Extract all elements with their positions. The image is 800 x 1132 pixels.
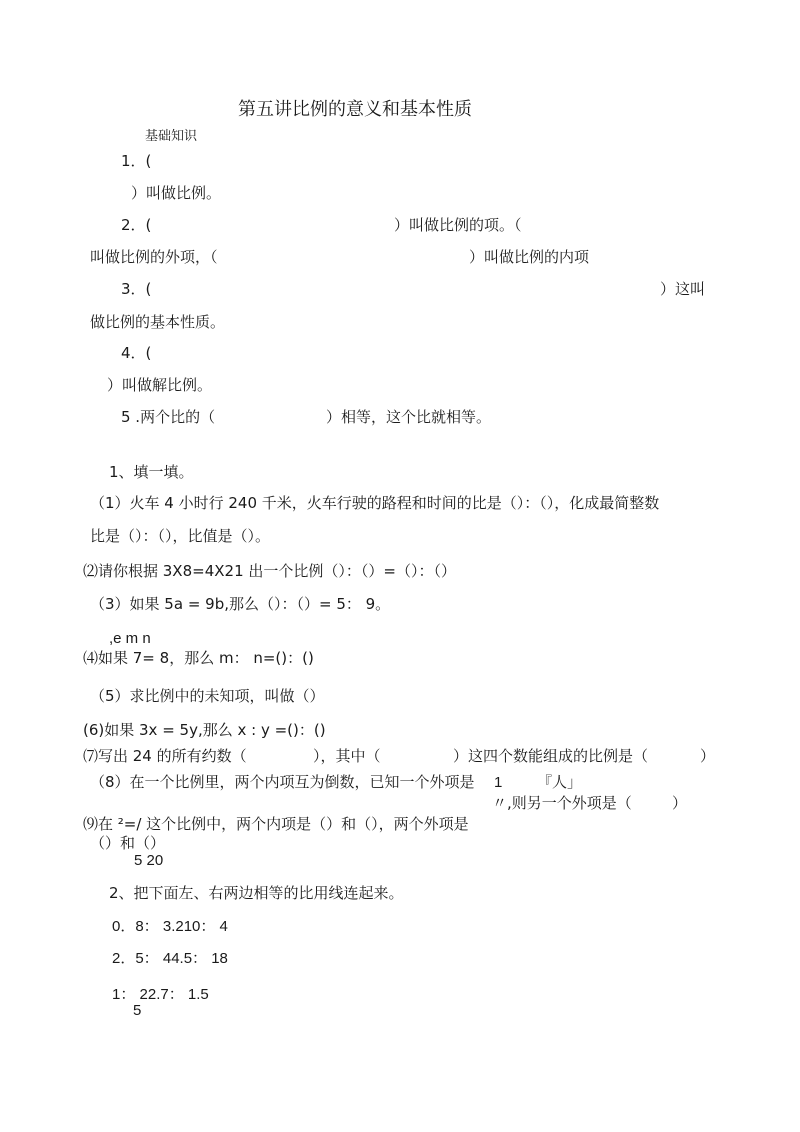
section1-p9-denominators: 5 20: [134, 852, 164, 869]
section1-heading: 1、填一填。: [109, 463, 194, 481]
basics-q4-end: ）叫做解比例。: [107, 376, 213, 394]
basics-q2-start: 2．(: [121, 216, 152, 234]
page-title: 第五讲比例的意义和基本性质: [238, 99, 472, 120]
basics-q2-outer: 叫做比例的外项，（: [90, 248, 218, 266]
section1-p4: ⑷如果 7= 8，那么 m： n=()：(): [83, 649, 314, 667]
section1-p4-fraction-top: ,e m n: [109, 630, 151, 647]
section1-p7-d: ）: [700, 747, 716, 765]
section2-row-2: 2．5： 44.5： 18: [112, 950, 228, 967]
basics-q5-end: ）相等，这个比就相等。: [326, 408, 492, 426]
basics-q2-mid: ）叫做比例的项。（: [394, 216, 522, 234]
section2-heading: 2、把下面左、右两边相等的比用线连起来。: [109, 884, 404, 902]
basics-q3-end: ）这叫: [660, 280, 706, 298]
section1-p1-line1: （1）火车 4 小时行 240 千米，火车行驶的路程和时间的比是（）：（），化成最简整数: [90, 494, 660, 512]
basics-q2-inner: ）叫做比例的内项: [469, 248, 590, 266]
section1-p9-b: （）和（）: [90, 834, 166, 852]
section1-p6: (6)如果 3x = 5y,那么 x : y =()：(): [83, 721, 326, 739]
section1-p9-a: ⑼在 ²=/ 这个比例中，两个内项是（）和（），两个外项是: [83, 815, 469, 833]
basics-q1-end: ）叫做比例。: [131, 184, 222, 202]
basics-q1-start: 1．(: [121, 152, 152, 170]
section1-p8-c: ）: [672, 794, 688, 812]
section1-p2: ⑵请你根据 3X8=4X21 出一个比例（）：（）=（）：（）: [83, 562, 456, 580]
section2-row-1: 0．8： 3.210： 4: [112, 918, 228, 935]
section1-p8-glyph: 『人」: [537, 773, 583, 791]
section1-p5: （5）求比例中的未知项，叫做（）: [90, 687, 325, 705]
section1-p3: （3）如果 5a = 9b,那么（）：（）= 5： 9。: [90, 595, 391, 613]
basics-heading: 基础知识: [145, 129, 198, 144]
basics-q4-start: 4．(: [121, 344, 152, 362]
section1-p8-b: 〃,则另一个外项是（: [492, 794, 632, 812]
section1-p7-a: ⑺写出 24 的所有约数（: [83, 747, 247, 765]
section2-row-3-denominator: 5: [133, 1002, 142, 1019]
section1-p8-fraction: 1: [494, 774, 503, 791]
basics-q3-start: 3．(: [121, 280, 152, 298]
section1-p1-line2: 比是（）：（），比值是（）。: [90, 527, 271, 545]
section2-row-3: 1： 22.7： 1.5: [112, 986, 209, 1003]
basics-q3-cont: 做比例的基本性质。: [90, 313, 226, 331]
section1-p7-c: ）这四个数能组成的比例是（: [453, 747, 649, 765]
basics-q5-start: 5 .两个比的（: [121, 408, 216, 426]
section1-p7-b: ），其中（: [313, 747, 381, 765]
section1-p8-a: （8）在一个比例里，两个内项互为倒数，已知一个外项是: [90, 773, 475, 791]
